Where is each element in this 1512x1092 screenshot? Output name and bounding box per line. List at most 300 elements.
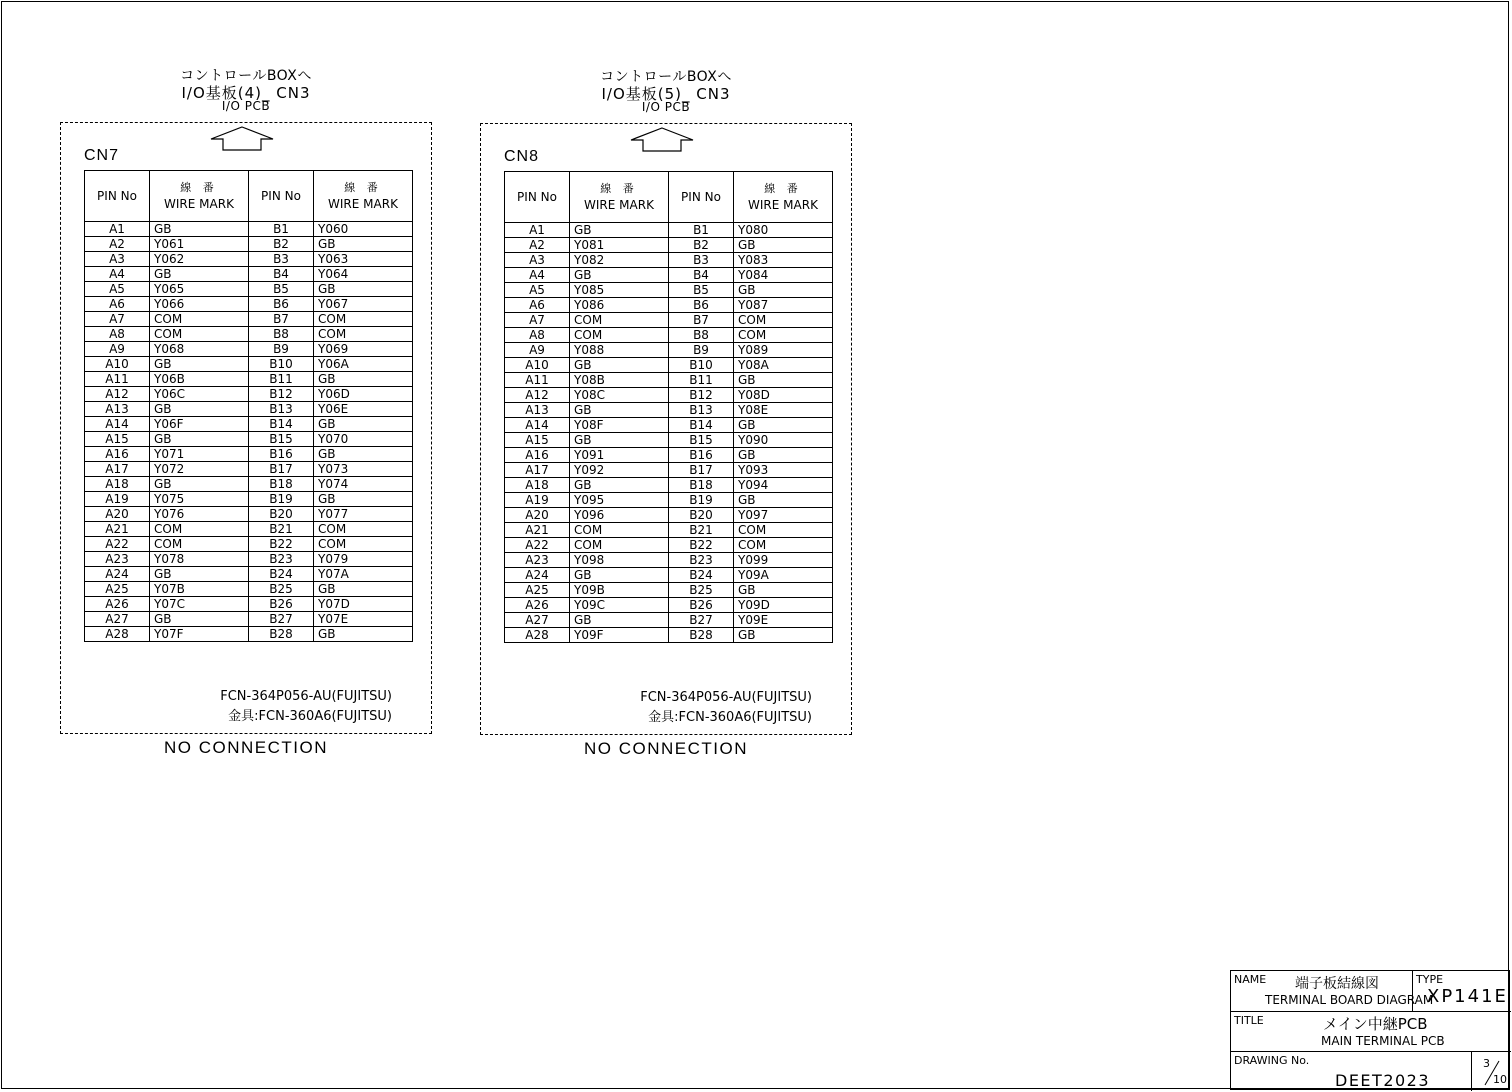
wire-mark-a-cell: GB [150, 402, 249, 417]
table-row [505, 568, 833, 583]
pin-a-cell: A5 [85, 282, 150, 297]
pin-b-cell: B25 [669, 583, 734, 598]
pin-b-cell: B3 [669, 253, 734, 268]
pin-a-cell: A14 [505, 418, 570, 433]
table-row [85, 612, 413, 627]
wire-mark-b-cell: Y06D [314, 387, 413, 402]
wire-mark-a-cell: COM [570, 313, 669, 328]
table-row [505, 283, 833, 298]
pin-a-cell: A2 [505, 238, 570, 253]
wire-mark-b-cell: GB [734, 283, 833, 298]
wire-mark-b-cell: Y080 [734, 223, 833, 238]
col-header-pin-a: PIN No [85, 171, 150, 222]
connector-label: CN7 [84, 147, 120, 164]
wire-mark-a-cell: Y085 [570, 283, 669, 298]
pin-b-cell: B24 [669, 568, 734, 583]
pin-a-cell: A11 [85, 372, 150, 387]
table-row [505, 268, 833, 283]
pin-a-cell: A19 [505, 493, 570, 508]
wire-mark-a-cell: Y06F [150, 417, 249, 432]
table-row [505, 433, 833, 448]
wire-mark-a-cell: Y098 [570, 553, 669, 568]
wire-mark-b-cell: COM [734, 313, 833, 328]
wire-mark-b-cell: Y060 [314, 222, 413, 237]
wire-mark-b-cell: GB [314, 582, 413, 597]
wire-mark-a-cell: Y061 [150, 237, 249, 252]
wire-mark-b-cell: GB [734, 583, 833, 598]
pin-b-cell: B20 [669, 508, 734, 523]
wire-mark-a-cell: Y078 [150, 552, 249, 567]
wire-mark-b-cell: Y06E [314, 402, 413, 417]
panel-board-label: I/O基板(4)_ CN3 [181, 84, 311, 102]
pin-b-cell: B9 [249, 342, 314, 357]
wire-mark-a-cell: Y091 [570, 448, 669, 463]
no-connection-label: NO CONNECTION [584, 739, 748, 758]
pin-b-cell: B5 [669, 283, 734, 298]
wire-mark-b-cell: Y067 [314, 297, 413, 312]
table-row [85, 597, 413, 612]
table-row [505, 523, 833, 538]
wire-mark-a-cell: GB [150, 477, 249, 492]
wire-mark-b-cell: COM [314, 312, 413, 327]
pin-b-cell: B28 [669, 628, 734, 643]
wire-mark-a-cell: Y08F [570, 418, 669, 433]
table-row [505, 373, 833, 388]
wire-mark-a-cell: COM [570, 328, 669, 343]
wire-mark-a-cell: Y096 [570, 508, 669, 523]
wire-mark-a-cell: Y06C [150, 387, 249, 402]
wire-mark-a-cell: GB [570, 358, 669, 373]
wire-mark-jp-label: 線 番 [764, 182, 802, 195]
wire-mark-b-cell: Y08D [734, 388, 833, 403]
table-row [85, 552, 413, 567]
wire-mark-b-cell: GB [314, 492, 413, 507]
wire-mark-b-cell: Y079 [314, 552, 413, 567]
wire-mark-b-cell: GB [314, 237, 413, 252]
pin-a-cell: A11 [505, 373, 570, 388]
wire-mark-b-cell: Y084 [734, 268, 833, 283]
wire-mark-b-cell: COM [734, 523, 833, 538]
wire-mark-en-label: WIRE MARK [748, 198, 818, 212]
pin-b-cell: B10 [249, 357, 314, 372]
table-row [505, 358, 833, 373]
pin-b-cell: B12 [669, 388, 734, 403]
table-row [85, 567, 413, 582]
wire-mark-en-label: WIRE MARK [164, 197, 234, 211]
wire-mark-a-cell: Y08B [570, 373, 669, 388]
wire-mark-b-cell: Y09E [734, 613, 833, 628]
pin-b-cell: B23 [669, 553, 734, 568]
pin-a-cell: A25 [505, 583, 570, 598]
table-row [85, 507, 413, 522]
wire-mark-a-cell: Y092 [570, 463, 669, 478]
sheet-total: 10 [1493, 1073, 1507, 1086]
pin-b-cell: B25 [249, 582, 314, 597]
pin-b-cell: B21 [249, 522, 314, 537]
pin-a-cell: A28 [505, 628, 570, 643]
pin-a-cell: A8 [505, 328, 570, 343]
table-row [85, 252, 413, 267]
pin-a-cell: A28 [85, 627, 150, 642]
wire-mark-a-cell: Y065 [150, 282, 249, 297]
wire-mark-a-cell: GB [150, 612, 249, 627]
table-row [505, 223, 833, 238]
sheet-number: 3 [1483, 1057, 1490, 1070]
title-block [1230, 970, 1510, 1090]
col-header-wire-mark-b [314, 171, 413, 222]
up-arrow-icon [210, 126, 274, 152]
wire-mark-a-cell: Y066 [150, 297, 249, 312]
wire-mark-jp-label: 線 番 [180, 181, 218, 194]
pin-a-cell: A4 [85, 267, 150, 282]
pin-a-cell: A9 [85, 342, 150, 357]
wire-mark-a-cell: GB [570, 433, 669, 448]
drawing-no-label: DRAWING No. [1234, 1054, 1310, 1067]
pin-a-cell: A25 [85, 582, 150, 597]
table-row [85, 282, 413, 297]
wire-mark-a-cell: Y07B [150, 582, 249, 597]
pin-a-cell: A22 [505, 538, 570, 553]
wire-mark-a-cell: Y071 [150, 447, 249, 462]
wire-mark-b-cell: COM [314, 537, 413, 552]
pin-a-cell: A21 [505, 523, 570, 538]
wire-mark-b-cell: GB [734, 448, 833, 463]
table-row [505, 313, 833, 328]
wire-mark-b-cell: Y09D [734, 598, 833, 613]
pin-a-cell: A1 [505, 223, 570, 238]
wire-mark-b-cell: Y064 [314, 267, 413, 282]
pin-a-cell: A12 [85, 387, 150, 402]
wire-mark-b-cell: Y06A [314, 357, 413, 372]
wire-mark-a-cell: Y09B [570, 583, 669, 598]
pin-a-cell: A17 [85, 462, 150, 477]
wire-mark-b-cell: Y09A [734, 568, 833, 583]
table-row [85, 522, 413, 537]
table-row [505, 538, 833, 553]
table-row [85, 432, 413, 447]
table-row [85, 357, 413, 372]
table-row [505, 253, 833, 268]
wire-mark-b-cell: Y07A [314, 567, 413, 582]
wire-mark-a-cell: Y08C [570, 388, 669, 403]
pin-b-cell: B27 [249, 612, 314, 627]
connector-part-number: FCN-364P056-AU(FUJITSU) [220, 689, 392, 704]
pin-a-cell: A14 [85, 417, 150, 432]
pin-a-cell: A24 [85, 567, 150, 582]
pin-b-cell: B1 [669, 223, 734, 238]
wire-mark-b-cell: GB [314, 417, 413, 432]
wire-mark-a-cell: Y09C [570, 598, 669, 613]
title-label: TITLE [1234, 1014, 1264, 1027]
pin-b-cell: B7 [249, 312, 314, 327]
pin-b-cell: B4 [669, 268, 734, 283]
table-row [85, 627, 413, 642]
pin-b-cell: B12 [249, 387, 314, 402]
wire-mark-b-cell: Y090 [734, 433, 833, 448]
wire-mark-b-cell: GB [314, 447, 413, 462]
col-header-pin-b: PIN No [249, 171, 314, 222]
pin-a-cell: A13 [505, 403, 570, 418]
pin-a-cell: A2 [85, 237, 150, 252]
pin-table [504, 171, 833, 643]
wire-mark-b-cell: Y07D [314, 597, 413, 612]
wire-mark-a-cell: GB [570, 268, 669, 283]
wire-mark-b-cell: Y074 [314, 477, 413, 492]
wire-mark-a-cell: Y082 [570, 253, 669, 268]
table-row [505, 583, 833, 598]
wire-mark-a-cell: Y07F [150, 627, 249, 642]
wire-mark-b-cell: Y073 [314, 462, 413, 477]
wire-mark-a-cell: GB [150, 567, 249, 582]
pin-a-cell: A7 [505, 313, 570, 328]
pin-a-cell: A1 [85, 222, 150, 237]
pin-a-cell: A26 [85, 597, 150, 612]
col-header-wire-mark-a [150, 171, 249, 222]
panel-board-en-label: I/O PCB [641, 100, 691, 114]
panel-destination-label: コントロールBOXへ [600, 69, 732, 85]
pin-b-cell: B9 [669, 343, 734, 358]
pin-b-cell: B26 [669, 598, 734, 613]
table-row [85, 462, 413, 477]
wire-mark-b-cell: Y08A [734, 358, 833, 373]
pin-b-cell: B2 [249, 237, 314, 252]
wire-mark-a-cell: Y072 [150, 462, 249, 477]
wire-mark-b-cell: GB [314, 282, 413, 297]
pin-b-cell: B3 [249, 252, 314, 267]
pin-a-cell: A4 [505, 268, 570, 283]
table-row [505, 463, 833, 478]
pin-b-cell: B15 [249, 432, 314, 447]
wire-mark-a-cell: GB [150, 267, 249, 282]
pin-b-cell: B13 [669, 403, 734, 418]
wire-mark-b-cell: COM [734, 538, 833, 553]
drawing-name-jp: 端子板結線図 [1295, 976, 1379, 992]
table-row [505, 388, 833, 403]
wire-mark-a-cell: Y06B [150, 372, 249, 387]
wire-mark-b-cell: Y083 [734, 253, 833, 268]
pin-a-cell: A12 [505, 388, 570, 403]
pin-b-cell: B10 [669, 358, 734, 373]
drawing-title-jp: メイン中継PCB [1323, 1015, 1428, 1033]
wire-mark-b-cell: GB [734, 628, 833, 643]
pin-a-cell: A15 [85, 432, 150, 447]
pin-a-cell: A22 [85, 537, 150, 552]
table-row [505, 478, 833, 493]
pin-b-cell: B27 [669, 613, 734, 628]
pin-a-cell: A16 [505, 448, 570, 463]
wire-mark-a-cell: Y068 [150, 342, 249, 357]
wire-mark-a-cell: GB [150, 357, 249, 372]
drawing-name-en: TERMINAL BOARD DIAGRAM [1265, 993, 1434, 1007]
table-row [505, 328, 833, 343]
wire-mark-a-cell: Y062 [150, 252, 249, 267]
col-header-pin-b: PIN No [669, 172, 734, 223]
wire-mark-b-cell: GB [314, 627, 413, 642]
no-connection-label: NO CONNECTION [164, 738, 328, 757]
wire-mark-a-cell: COM [570, 538, 669, 553]
wire-mark-a-cell: Y081 [570, 238, 669, 253]
wire-mark-en-label: WIRE MARK [584, 198, 654, 212]
pin-a-cell: A16 [85, 447, 150, 462]
pin-a-cell: A24 [505, 568, 570, 583]
pin-a-cell: A23 [505, 553, 570, 568]
table-row [85, 582, 413, 597]
table-row [505, 343, 833, 358]
table-row [505, 418, 833, 433]
wire-mark-a-cell: Y095 [570, 493, 669, 508]
type-label: TYPE [1416, 973, 1444, 986]
table-row [505, 403, 833, 418]
wire-mark-b-cell: Y089 [734, 343, 833, 358]
pin-b-cell: B7 [669, 313, 734, 328]
drawing-title-en: MAIN TERMINAL PCB [1321, 1034, 1445, 1048]
connector-fitting-part: 金具:FCN-360A6(FUJITSU) [648, 710, 812, 725]
pin-a-cell: A3 [505, 253, 570, 268]
table-row [505, 493, 833, 508]
pin-b-cell: B11 [669, 373, 734, 388]
pin-b-cell: B19 [249, 492, 314, 507]
wire-mark-a-cell: GB [570, 568, 669, 583]
pin-a-cell: A3 [85, 252, 150, 267]
wire-mark-b-cell: Y097 [734, 508, 833, 523]
pin-a-cell: A27 [505, 613, 570, 628]
pin-b-cell: B18 [669, 478, 734, 493]
wire-mark-a-cell: GB [570, 223, 669, 238]
wire-mark-b-cell: Y099 [734, 553, 833, 568]
wire-mark-en-label: WIRE MARK [328, 197, 398, 211]
wire-mark-a-cell: COM [150, 537, 249, 552]
table-row [505, 613, 833, 628]
panel-destination-label: コントロールBOXへ [180, 68, 312, 84]
wire-mark-a-cell: Y075 [150, 492, 249, 507]
wire-mark-a-cell: GB [570, 613, 669, 628]
wire-mark-b-cell: Y063 [314, 252, 413, 267]
wire-mark-b-cell: Y093 [734, 463, 833, 478]
table-row [505, 238, 833, 253]
pin-b-cell: B6 [249, 297, 314, 312]
wire-mark-a-cell: GB [150, 432, 249, 447]
pin-b-cell: B22 [669, 538, 734, 553]
wire-mark-a-cell: Y086 [570, 298, 669, 313]
pin-b-cell: B17 [249, 462, 314, 477]
pin-b-cell: B1 [249, 222, 314, 237]
table-row [505, 448, 833, 463]
table-row [85, 447, 413, 462]
panel-board-en-label: I/O PCB [221, 99, 271, 113]
pin-b-cell: B8 [669, 328, 734, 343]
table-row [85, 222, 413, 237]
table-row [85, 477, 413, 492]
wire-mark-a-cell: Y09F [570, 628, 669, 643]
wire-mark-jp-label: 線 番 [600, 182, 638, 195]
table-row [85, 537, 413, 552]
connector-part-number: FCN-364P056-AU(FUJITSU) [640, 690, 812, 705]
pin-a-cell: A6 [505, 298, 570, 313]
table-row [85, 327, 413, 342]
table-row [85, 387, 413, 402]
pin-b-cell: B28 [249, 627, 314, 642]
pin-a-cell: A20 [85, 507, 150, 522]
wire-mark-a-cell: COM [150, 327, 249, 342]
pin-a-cell: A19 [85, 492, 150, 507]
drawing-number: DEET2023 [1335, 1071, 1431, 1090]
wire-mark-b-cell: COM [734, 328, 833, 343]
table-row [505, 298, 833, 313]
pin-b-cell: B21 [669, 523, 734, 538]
pin-a-cell: A13 [85, 402, 150, 417]
wire-mark-b-cell: GB [734, 373, 833, 388]
wire-mark-b-cell: GB [314, 372, 413, 387]
pin-b-cell: B14 [669, 418, 734, 433]
up-arrow-icon [630, 127, 694, 153]
pin-a-cell: A17 [505, 463, 570, 478]
pin-a-cell: A21 [85, 522, 150, 537]
table-row [85, 297, 413, 312]
pin-a-cell: A15 [505, 433, 570, 448]
wire-mark-a-cell: Y088 [570, 343, 669, 358]
pin-a-cell: A26 [505, 598, 570, 613]
pin-a-cell: A7 [85, 312, 150, 327]
pin-a-cell: A8 [85, 327, 150, 342]
pin-a-cell: A6 [85, 297, 150, 312]
col-header-wire-mark-b [734, 172, 833, 223]
table-row [85, 417, 413, 432]
table-row [85, 312, 413, 327]
pin-b-cell: B26 [249, 597, 314, 612]
table-row [505, 508, 833, 523]
table-row [85, 237, 413, 252]
wire-mark-a-cell: Y076 [150, 507, 249, 522]
pin-b-cell: B22 [249, 537, 314, 552]
wire-mark-b-cell: Y070 [314, 432, 413, 447]
pin-b-cell: B5 [249, 282, 314, 297]
wire-mark-b-cell: Y069 [314, 342, 413, 357]
pin-b-cell: B6 [669, 298, 734, 313]
wire-mark-a-cell: COM [150, 522, 249, 537]
pin-b-cell: B23 [249, 552, 314, 567]
pin-b-cell: B20 [249, 507, 314, 522]
pin-table [84, 170, 413, 642]
pin-b-cell: B16 [249, 447, 314, 462]
wire-mark-a-cell: GB [570, 403, 669, 418]
table-row [505, 628, 833, 643]
table-row [85, 492, 413, 507]
table-row [85, 372, 413, 387]
pin-b-cell: B15 [669, 433, 734, 448]
type-value: XP141E [1427, 986, 1508, 1007]
col-header-wire-mark-a [570, 172, 669, 223]
table-row [85, 402, 413, 417]
wire-mark-a-cell: GB [150, 222, 249, 237]
wire-mark-a-cell: COM [570, 523, 669, 538]
wire-mark-b-cell: Y094 [734, 478, 833, 493]
pin-b-cell: B8 [249, 327, 314, 342]
wire-mark-b-cell: COM [314, 522, 413, 537]
wire-mark-b-cell: COM [314, 327, 413, 342]
wire-mark-b-cell: Y07E [314, 612, 413, 627]
wire-mark-b-cell: Y08E [734, 403, 833, 418]
pin-b-cell: B4 [249, 267, 314, 282]
wire-mark-a-cell: COM [150, 312, 249, 327]
pin-b-cell: B17 [669, 463, 734, 478]
pin-b-cell: B13 [249, 402, 314, 417]
table-row [505, 553, 833, 568]
table-row [85, 342, 413, 357]
connector-label: CN8 [504, 148, 540, 165]
pin-a-cell: A18 [85, 477, 150, 492]
pin-a-cell: A23 [85, 552, 150, 567]
panel-board-label: I/O基板(5)_ CN3 [601, 85, 731, 103]
